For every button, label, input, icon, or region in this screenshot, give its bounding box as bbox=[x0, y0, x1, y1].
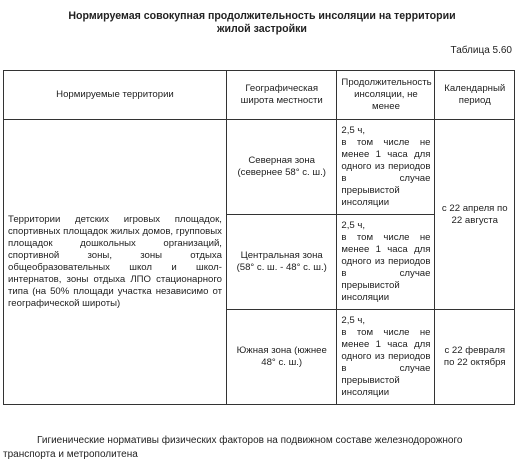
header-territory: Нормируемые территории bbox=[4, 71, 227, 120]
document-title bbox=[60, 10, 464, 36]
duration-line: в том числе не bbox=[341, 232, 431, 243]
duration-cell-north bbox=[337, 120, 435, 215]
insolation-table bbox=[3, 70, 515, 405]
header-duration: Продолжительность инсоляции, не менее bbox=[337, 71, 435, 120]
duration-line: в случае bbox=[341, 268, 431, 279]
document-title-line1: Нормируемая совокупная продолжительность инсоляции на территории bbox=[68, 10, 456, 22]
duration-line: менее 1 часа для bbox=[341, 244, 431, 255]
table-number: Таблица 5.60 bbox=[450, 45, 512, 56]
zone-cell-south: Южная зона (южнее 48° с. ш.) bbox=[226, 310, 336, 405]
duration-line: в том числе не bbox=[341, 137, 431, 148]
duration-line: в случае bbox=[341, 363, 431, 374]
table-row bbox=[4, 120, 515, 215]
duration-cell-south bbox=[337, 310, 435, 405]
territory-cell: Территории детских игровых площадок, спортивных площадок жилых домов, групповых площадок дошкольных организаций, спортивной зоны, зоны отдыха общеобразовательных школ и школ-интернатов, зоны отдыха ЛПО стационарного типа (на 50% площади участка независимо от географической широты) bbox=[4, 120, 227, 405]
table-header-row bbox=[4, 71, 515, 120]
duration-line: инсоляции bbox=[341, 387, 390, 398]
duration-line: в случае bbox=[341, 173, 431, 184]
duration-line: прерывистой bbox=[341, 185, 400, 196]
header-period: Календарный период bbox=[435, 71, 515, 120]
duration-line: менее 1 часа для bbox=[341, 149, 431, 160]
document-title-line2: жилой застройки bbox=[217, 23, 307, 35]
duration-cell-central bbox=[337, 215, 435, 310]
duration-line: одного из периодов bbox=[341, 161, 431, 172]
duration-line: в том числе не bbox=[341, 327, 431, 338]
duration-line: 2,5 ч, bbox=[341, 315, 366, 326]
header-latitude: Географическая широта местности bbox=[226, 71, 336, 120]
period-cell-south: с 22 февраля по 22 октября bbox=[435, 310, 515, 405]
zone-cell-central: Центральная зона (58° с. ш. - 48° с. ш.) bbox=[226, 215, 336, 310]
duration-line: прерывистой bbox=[341, 280, 400, 291]
duration-line: инсоляции bbox=[341, 292, 390, 303]
duration-line: инсоляции bbox=[341, 197, 390, 208]
duration-line: одного из периодов bbox=[341, 351, 431, 362]
duration-line: одного из периодов bbox=[341, 256, 431, 267]
zone-cell-north: Северная зона (севернее 58° с. ш.) bbox=[226, 120, 336, 215]
period-cell-north-central: с 22 апреля по 22 августа bbox=[435, 120, 515, 310]
duration-line: прерывистой bbox=[341, 375, 400, 386]
duration-line: 2,5 ч, bbox=[341, 220, 366, 231]
duration-line: менее 1 часа для bbox=[341, 339, 431, 350]
duration-line: 2,5 ч, bbox=[341, 125, 366, 136]
footer-paragraph: Гигиенические нормативы физических факторов на подвижном составе железнодорожного транспорта и метрополитена bbox=[3, 435, 463, 460]
